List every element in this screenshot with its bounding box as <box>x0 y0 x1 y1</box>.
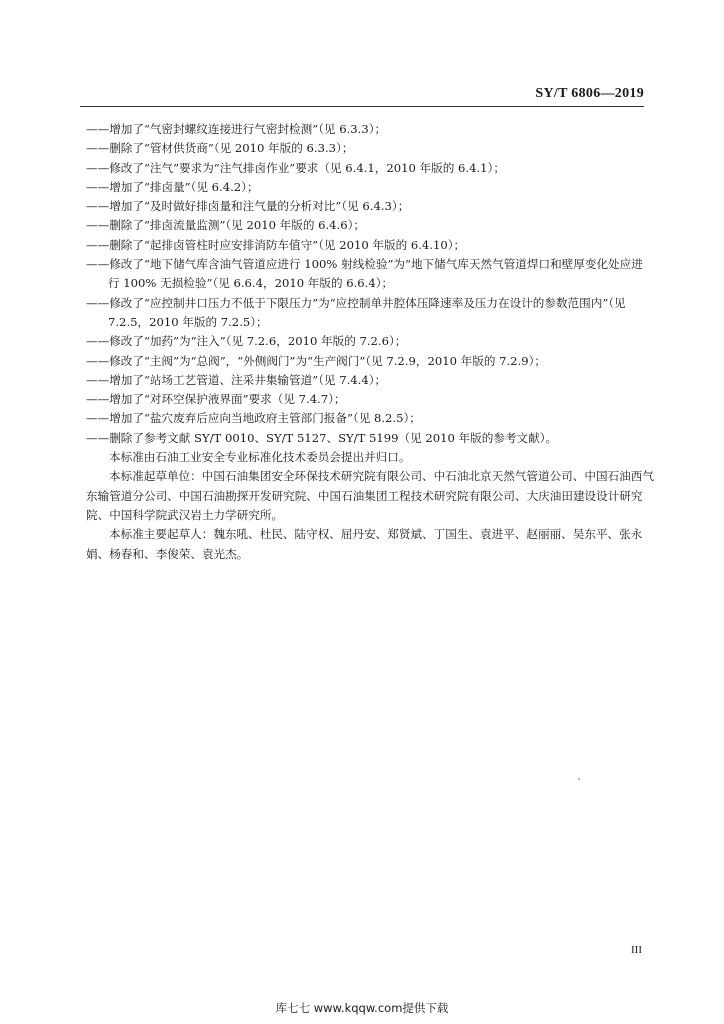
change-item: ——删除了“起排卤管柱时应安排消防车值守”（见 2010 年版的 6.4.10）； <box>86 237 466 252</box>
drafters-paragraph: 本标准主要起草人：魏东吼、杜民、陆守权、屈丹安、郑贤斌、丁国生、袁进平、赵丽丽、吴东平、张永娟、杨春和、李俊荣、袁光杰。 <box>86 527 643 561</box>
header-rule <box>80 106 644 107</box>
proposer-paragraph: 本标准由石油工业安全专业标准化技术委员会提出并归口。 <box>109 450 411 465</box>
change-item: ——修改了“注气”要求为“注气排卤作业”要求（见 6.4.1，2010 年版的 6.4.1）； <box>86 160 505 175</box>
drafting-units-paragraph: 本标准起草单位：中国石油集团安全环保技术研究院有限公司、中石油北京天然气管道公司、中国石油西气东输管道分公司、中国石油勘探开发研究院、中国石油集团工程技术研究院有限公司、大庆油田建设设计研究院、中国科学院武汉岩土力学研究所。 <box>86 469 654 522</box>
change-item: ——增加了“盐穴废弃后应向当地政府主管部门报备”（见 8.2.5）； <box>86 411 421 426</box>
page-number: III <box>631 944 642 956</box>
change-item: ——修改了“主阀”为“总阀”，“外侧阀门”为“生产阀门”（见 7.2.9，2010 年版的 7.2.9）； <box>86 353 547 368</box>
change-list <box>86 120 654 448</box>
change-item: ——修改了“应控制井口压力不低于下限压力”为“应控制单井腔体压降速率及压力在设计的参数范围内”（见 7.2.5，2010 年版的 7.2.5）； <box>86 295 626 329</box>
download-footer: 库七七 www.kqqw.com提供下载 <box>275 1001 449 1015</box>
change-item: ——增加了“站场工艺管道、注采井集输管道”（见 7.4.4）； <box>86 372 387 387</box>
page-header <box>80 86 644 108</box>
scan-speck <box>578 778 580 780</box>
change-item: ——增加了“对环空保护液界面”要求（见 7.4.7）； <box>86 392 346 407</box>
document-body <box>86 120 654 564</box>
change-item: ——修改了“地下储气库含油气管道应进行 100% 射线检验”为“地下储气库天然气管道焊口和壁厚变化处应进行 100% 无损检验”（见 6.6.4，2010 年版的 6.6.4）； <box>86 257 643 291</box>
document-id: SY/T 6806—2019 <box>535 86 644 101</box>
change-item: ——删除了“排卤流量监测”（见 2010 年版的 6.4.6）； <box>86 218 366 233</box>
change-item: ——增加了“及时做好排卤量和注气量的分析对比”（见 6.4.3）； <box>86 199 410 214</box>
change-item: ——删除了参考文献 SY/T 0010、SY/T 5127、SY/T 5199（见 2010 年版的参考文献）。 <box>86 430 558 445</box>
change-item: ——增加了“排卤量”（见 6.4.2）； <box>86 179 259 194</box>
change-item: ——增加了“气密封螺纹连接进行气密封检测”（见 6.3.3）； <box>86 122 387 136</box>
change-item: ——修改了“加药”为“注入”（见 7.2.6，2010 年版的 7.2.6）； <box>86 334 407 349</box>
change-item: ——删除了“管材供货商”（见 2010 年版的 6.3.3）； <box>86 141 354 156</box>
